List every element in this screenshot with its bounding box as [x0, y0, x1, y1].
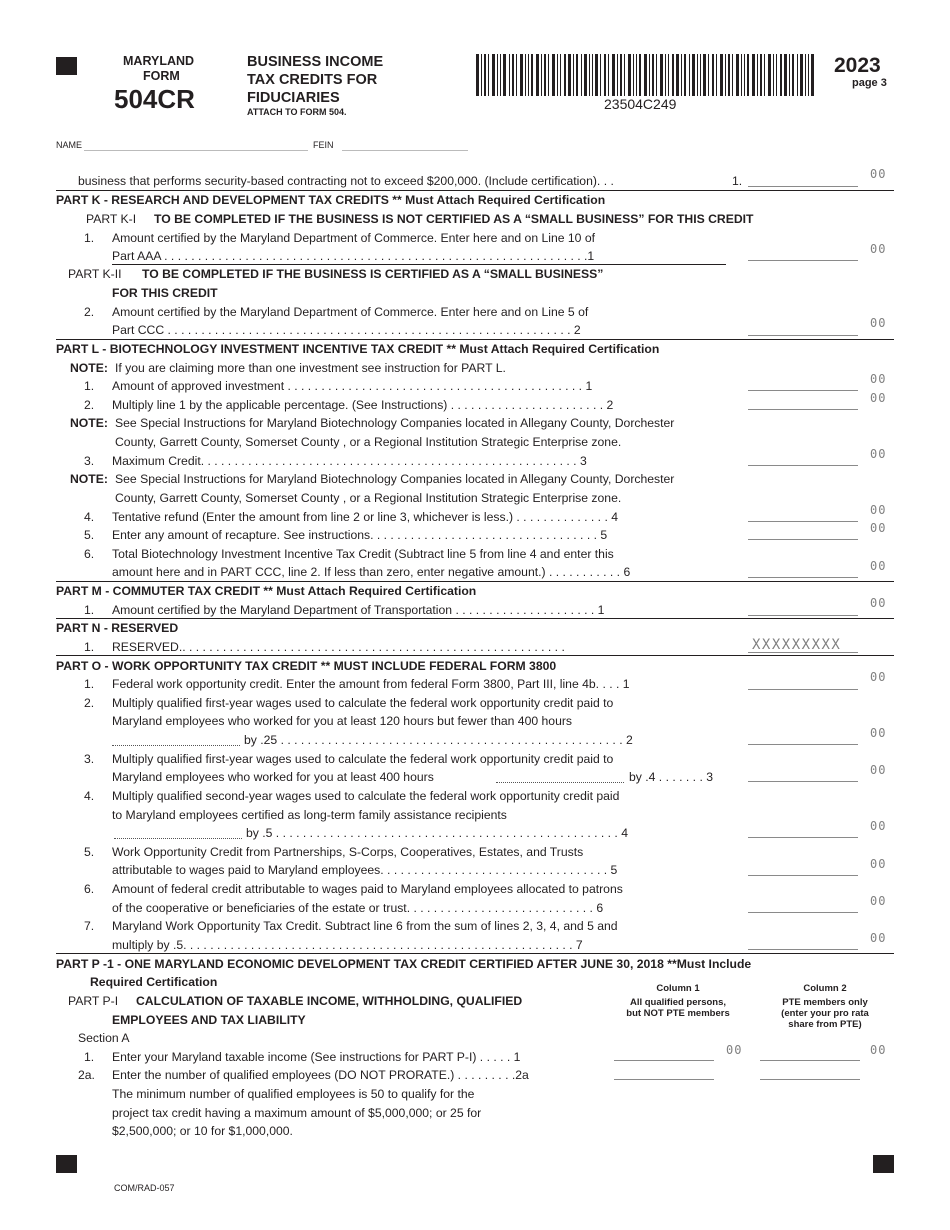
attach-note: ATTACH TO FORM 504. — [247, 107, 347, 117]
line-number: 2. — [84, 305, 95, 319]
part-l-line3-cents: 00 — [870, 447, 887, 461]
part-p-line1-col2-field[interactable] — [760, 1060, 860, 1061]
line-number: 1. — [84, 379, 95, 393]
note-label: NOTE: — [70, 361, 108, 375]
part-o-line4-wages-field[interactable] — [114, 838, 242, 839]
part-l-line5-text: Enter any amount of recapture. See instructions. . . . . . . . . . . . . . . . . . . . . . . . . . . . . . . . . . 5 — [112, 528, 608, 542]
part-o-line2-field[interactable] — [748, 744, 858, 745]
part-l-note3: See Special Instructions for Maryland Biotechnology Companies located in Allegany County, Dorchester — [115, 472, 675, 486]
column-1-header — [612, 983, 744, 1019]
line-number: 1. — [84, 677, 95, 691]
part-k-line1-text-cont: Part AAA . . . . . . . . . . . . . . . . . . . . . . . . . . . . . . . . . . . . . . . . . . . . . . . . . . . . . . . . . . . . . . .1 — [112, 249, 595, 263]
part-l-line5-cents: 00 — [870, 521, 887, 535]
part-o-line2-text-cont: Maryland employees who worked for you at least 120 hours but fewer than 400 hours — [112, 714, 573, 728]
part-o-line3-text-end: by .4 . . . . . . . 3 — [629, 770, 713, 784]
part-l-line3-field[interactable] — [748, 465, 858, 466]
part-k-line2-text: Amount certified by the Maryland Department of Commerce. Enter here and on Line 5 of — [112, 305, 589, 319]
part-m-line1-cents: 00 — [870, 596, 887, 610]
name-field[interactable] — [84, 150, 308, 151]
part-o-line3-text: Multiply qualified first-year wages used to calculate the federal work opportunity credit paid to — [112, 752, 614, 766]
part-k-line1-text: Amount certified by the Maryland Department of Commerce. Enter here and on Line 10 of — [112, 231, 596, 245]
part-p-heading: PART P -1 - ONE MARYLAND ECONOMIC DEVELOPMENT TAX CREDIT CERTIFIED AFTER JUNE 30, 2018 **Must Include — [56, 957, 752, 971]
part-k2-label: PART K-II — [68, 267, 122, 281]
line-number: 2. — [84, 696, 95, 710]
column-2-title: Column 2 — [803, 983, 847, 994]
column-1-title: Column 1 — [656, 983, 700, 994]
part-o-line1-cents: 00 — [870, 670, 887, 684]
part-o-line6-text-cont: of the cooperative or beneficiaries of the estate or trust. . . . . . . . . . . . . . . . . . . . . . . . . . . . 6 — [112, 901, 604, 915]
part-m-heading: PART M - COMMUTER TAX CREDIT ** Must Attach Required Certification — [56, 584, 477, 598]
carry-over-amount-field[interactable] — [748, 186, 858, 187]
part-p1-title: CALCULATION OF TAXABLE INCOME, WITHHOLDING, QUALIFIED — [136, 994, 523, 1008]
part-o-line1-field[interactable] — [748, 689, 858, 690]
line-number: 1. — [84, 603, 95, 617]
rule — [56, 339, 894, 340]
part-p-line2a-text: Enter the number of qualified employees (DO NOT PRORATE.) . . . . . . . . .2a — [112, 1068, 529, 1082]
part-p-line2a-col2-field[interactable] — [760, 1079, 860, 1080]
part-o-line7-cents: 00 — [870, 931, 887, 945]
tax-year: 2023 — [834, 54, 881, 77]
line-number: 3. — [84, 454, 95, 468]
part-k-line2-cents: 00 — [870, 316, 887, 330]
part-k1-title: TO BE COMPLETED IF THE BUSINESS IS NOT CERTIFIED AS A “SMALL BUSINESS” FOR THIS CREDIT — [154, 212, 754, 226]
line-number: 1. — [84, 640, 95, 654]
note-label: NOTE: — [70, 416, 108, 430]
part-m-line1-field[interactable] — [748, 615, 858, 616]
column-2-desc: PTE members only — [782, 997, 868, 1008]
rule — [56, 953, 894, 954]
line-number: 4. — [84, 789, 95, 803]
rule — [56, 190, 894, 191]
part-p-line1-text: Enter your Maryland taxable income (See instructions for PART P-I) . . . . . 1 — [112, 1050, 521, 1064]
carry-over-text: business that performs security-based contracting not to exceed $200,000. (Include certification). . . — [78, 174, 614, 188]
part-o-line4-text: Multiply qualified second-year wages used to calculate the federal work opportunity credit paid — [112, 789, 620, 803]
part-p-line2a-note: $2,500,000; or 10 for $1,000,000. — [112, 1124, 293, 1138]
part-p-line2a-note: project tax credit having a maximum amount of $5,000,000; or 25 for — [112, 1106, 482, 1120]
form-number: 504CR — [114, 84, 195, 114]
part-l-line2-field[interactable] — [748, 409, 858, 410]
part-o-line7-text-cont: multiply by .5. . . . . . . . . . . . . . . . . . . . . . . . . . . . . . . . . . . . . . . . . . . . . . . . . . . . . . . . . . 7 — [112, 938, 583, 952]
line-number: 6. — [84, 882, 95, 896]
column-2-header — [762, 983, 888, 1030]
part-l-line1-field[interactable] — [748, 390, 858, 391]
line-number: 5. — [84, 528, 95, 542]
part-l-note2-cont: County, Garrett County, Somerset County , or a Regional Institution Strategic Enterprise zone. — [115, 435, 622, 449]
part-n-heading: PART N - RESERVED — [56, 621, 179, 635]
fein-label: FEIN — [313, 140, 334, 150]
line-number: 2. — [84, 398, 95, 412]
line-number: 1. — [84, 1050, 95, 1064]
part-o-line1-text: Federal work opportunity credit. Enter the amount from federal Form 3800, Part III, line 4b. . . . 1 — [112, 677, 630, 691]
line-number: 4. — [84, 510, 95, 524]
barcode-text: 23504C249 — [604, 96, 677, 112]
part-l-line6-text: Total Biotechnology Investment Incentive Tax Credit (Subtract line 5 from line 4 and enter this — [112, 547, 614, 561]
part-o-line3-cents: 00 — [870, 763, 887, 777]
part-o-heading: PART O - WORK OPPORTUNITY TAX CREDIT ** MUST INCLUDE FEDERAL FORM 3800 — [56, 659, 557, 673]
carry-over-cents: 00 — [870, 167, 887, 181]
part-o-line4-cents: 00 — [870, 819, 887, 833]
title-line-3: FIDUCIARIES — [247, 90, 340, 106]
part-o-line2-cents: 00 — [870, 726, 887, 740]
part-k-line1-cents: 00 — [870, 242, 887, 256]
line-number: 3. — [84, 752, 95, 766]
part-l-line4-cents: 00 — [870, 503, 887, 517]
section-a-label: Section A — [78, 1031, 130, 1045]
column-1-desc: but NOT PTE members — [626, 1008, 730, 1019]
part-k2-title: TO BE COMPLETED IF THE BUSINESS IS CERTIFIED AS A “SMALL BUSINESS” — [142, 267, 604, 281]
part-p-line1-col1-cents: 00 — [726, 1043, 743, 1057]
part-o-line4-field[interactable] — [748, 837, 858, 838]
corner-mark-top-left — [56, 57, 77, 75]
part-k2-title-cont: FOR THIS CREDIT — [112, 286, 218, 300]
part-k-line2-field[interactable] — [748, 335, 858, 336]
part-p1-label: PART P-I — [68, 994, 119, 1008]
part-l-note3-cont: County, Garrett County, Somerset County , or a Regional Institution Strategic Enterprise zone. — [115, 491, 622, 505]
part-o-line4-text-end: by .5 . . . . . . . . . . . . . . . . . . . . . . . . . . . . . . . . . . . . . . . . . . . . . . . . . . . 4 — [246, 826, 628, 840]
line-number: 6. — [84, 547, 95, 561]
corner-mark-bottom-right — [873, 1155, 894, 1173]
part-l-line4-text: Tentative refund (Enter the amount from line 2 or line 3, whichever is less.) . . . . . . . . . . . . . . 4 — [112, 510, 618, 524]
part-l-note1: If you are claiming more than one investment see instruction for PART L. — [115, 361, 506, 375]
part-l-line6-cents: 00 — [870, 559, 887, 573]
part-o-line2-wages-field[interactable] — [112, 745, 240, 746]
part-n-line1-text: RESERVED.. . . . . . . . . . . . . . . . . . . . . . . . . . . . . . . . . . . . . . . . . . . . . . . . . . . . . . . . . — [112, 640, 565, 654]
part-l-line6-text-cont: amount here and in PART CCC, line 2. If less than zero, enter negative amount.) . . . . . . . . . . . 6 — [112, 565, 631, 579]
name-label: NAME — [56, 140, 83, 150]
part-o-line2-text: Multiply qualified first-year wages used to calculate the federal work opportunity credit paid to — [112, 696, 614, 710]
barcode — [476, 54, 814, 96]
part-n-reserved-xs: XXXXXXXXX — [752, 637, 842, 653]
part-o-line6-cents: 00 — [870, 894, 887, 908]
part-l-line1-text: Amount of approved investment . . . . . . . . . . . . . . . . . . . . . . . . . . . . . . . . . . . . . . . . . . . . 1 — [112, 379, 593, 393]
part-l-line6-field[interactable] — [748, 577, 858, 578]
form-code: COM/RAD-057 — [114, 1183, 175, 1193]
form-word: FORM — [143, 69, 180, 83]
rule — [56, 655, 894, 656]
part-l-line4-field[interactable] — [748, 521, 858, 522]
part-o-line5-text: Work Opportunity Credit from Partnerships, S-Corps, Cooperatives, Estates, and Trusts — [112, 845, 584, 859]
part-k-line2-text-cont: Part CCC . . . . . . . . . . . . . . . . . . . . . . . . . . . . . . . . . . . . . . . . . . . . . . . . . . . . . . . . . . . . 2 — [112, 323, 581, 337]
column-2-desc: (enter your pro rata — [781, 1008, 869, 1019]
part-n-line1-field — [748, 652, 858, 653]
part-o-line3-text-cont: Maryland employees who worked for you at least 400 hours — [112, 770, 434, 784]
part-k-line1-field[interactable] — [748, 260, 858, 261]
part-o-line3-wages-field[interactable] — [496, 782, 624, 783]
part-o-line6-field[interactable] — [748, 912, 858, 913]
part-o-line5-field[interactable] — [748, 875, 858, 876]
part-o-line6-text: Amount of federal credit attributable to wages paid to Maryland employees allocated to patrons — [112, 882, 623, 896]
part-l-heading: PART L - BIOTECHNOLOGY INVESTMENT INCENTIVE TAX CREDIT ** Must Attach Required Certification — [56, 342, 660, 356]
line-number: 7. — [84, 919, 95, 933]
part-o-line5-text-cont: attributable to wages paid to Maryland employees. . . . . . . . . . . . . . . . . . . . . . . . . . . . . . . . . . 5 — [112, 863, 618, 877]
rule — [56, 581, 894, 582]
part-p-heading-cont: Required Certification — [90, 975, 218, 989]
part-p-line2a-note: The minimum number of qualified employees is 50 to qualify for the — [112, 1087, 475, 1101]
title-line-1: BUSINESS INCOME — [247, 54, 384, 70]
rule — [56, 618, 894, 619]
fein-field[interactable] — [342, 150, 468, 151]
part-o-line5-cents: 00 — [870, 857, 887, 871]
column-1-desc: All qualified persons, — [629, 997, 727, 1008]
part-p-line1-col1-field[interactable] — [614, 1060, 714, 1061]
part-o-line7-field[interactable] — [748, 949, 858, 950]
part-o-line4-text-cont: to Maryland employees certified as long-term family assistance recipients — [112, 808, 507, 822]
part-l-line2-text: Multiply line 1 by the applicable percentage. (See Instructions) . . . . . . . . . . . . . . . . . . . . . . . 2 — [112, 398, 614, 412]
line-number: 5. — [84, 845, 95, 859]
part-o-line2-text-end: by .25 . . . . . . . . . . . . . . . . . . . . . . . . . . . . . . . . . . . . . . . . . . . . . . . . . . . 2 — [244, 733, 633, 747]
line-number: 1. — [84, 231, 95, 245]
state-label: MARYLAND — [123, 54, 195, 68]
part-o-line3-field[interactable] — [748, 781, 858, 782]
column-2-desc: share from PTE) — [788, 1019, 862, 1030]
part-l-line1-cents: 00 — [870, 372, 887, 386]
part-p1-title-cont: EMPLOYEES AND TAX LIABILITY — [112, 1013, 306, 1027]
line-number: 2a. — [78, 1068, 95, 1082]
part-o-line7-text: Maryland Work Opportunity Tax Credit. Subtract line 6 from the sum of lines 2, 3, 4, and 5 and — [112, 919, 618, 933]
part-k-heading: PART K - RESEARCH AND DEVELOPMENT TAX CREDITS ** Must Attach Required Certification — [56, 193, 606, 207]
underline — [112, 264, 726, 265]
title-line-2: TAX CREDITS FOR — [247, 72, 378, 88]
part-p-line2a-col1-field[interactable] — [614, 1079, 714, 1080]
part-l-line2-cents: 00 — [870, 391, 887, 405]
part-p-line1-col2-cents: 00 — [870, 1043, 887, 1057]
part-k1-label: PART K-I — [86, 212, 137, 226]
page-number: page 3 — [852, 77, 887, 89]
part-m-line1-text: Amount certified by the Maryland Department of Transportation . . . . . . . . . . . . . . . . . . . . . 1 — [112, 603, 605, 617]
part-l-line3-text: Maximum Credit. . . . . . . . . . . . . . . . . . . . . . . . . . . . . . . . . . . . . . . . . . . . . . . . . . . . . . . . 3 — [112, 454, 587, 468]
part-l-note2: See Special Instructions for Maryland Biotechnology Companies located in Allegany County, Dorchester — [115, 416, 675, 430]
corner-mark-bottom-left — [56, 1155, 77, 1173]
part-l-line5-field[interactable] — [748, 539, 858, 540]
note-label: NOTE: — [70, 472, 108, 486]
carry-over-line-number: 1. — [732, 174, 743, 188]
